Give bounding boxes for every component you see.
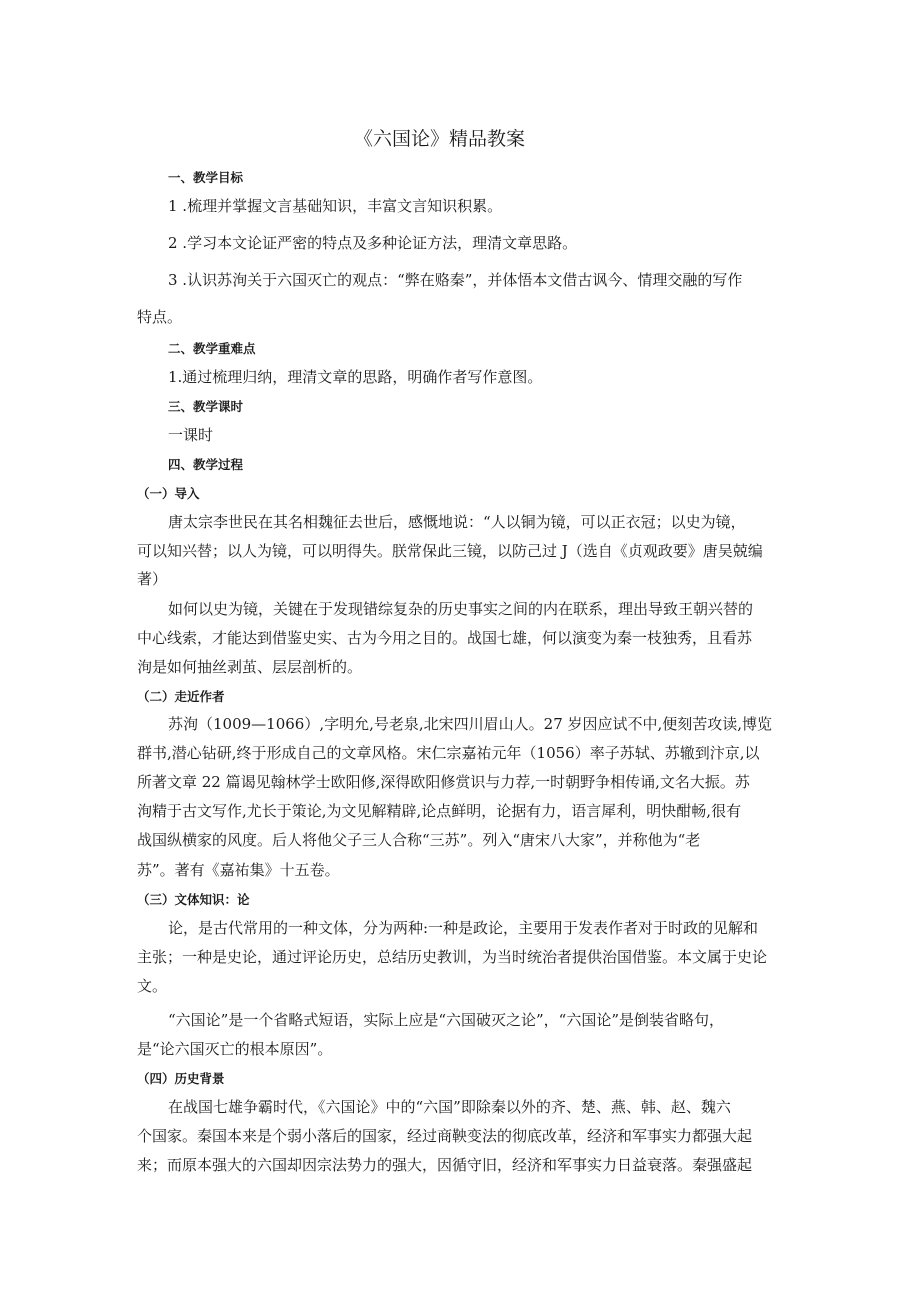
page-title: 《六国论》精品教案 — [354, 128, 526, 150]
subsection-heading-genre: （三）文体知识：论 — [137, 892, 250, 907]
intro-para1-line2: 可以知兴替；以人为镜，可以明得失。朕常保此三镜，以防己过 J（选自《贞观政要》唐吴兢编 — [137, 542, 763, 560]
subsection-heading-author: （二）走近作者 — [137, 689, 225, 704]
objective-item-2: 2 .学习本文论证严密的特点及多种论证方法，理清文章思路。 — [168, 234, 578, 252]
author-line-1: 苏洵（1009—1066）,字明允,号老泉,北宋四川眉山人。27 岁因应试不中,便刻苦攻读,博览 — [168, 715, 773, 733]
objective-item-3: 3 .认识苏洵关于六国灭亡的观点：“弊在赂秦”，并体悟本文借古讽今、情理交融的写作 — [168, 271, 743, 289]
objective-item-1: 1 .梳理并掌握文言基础知识，丰富文言知识积累。 — [168, 197, 503, 215]
objective-item-3-cont: 特点。 — [137, 308, 183, 326]
subsection-heading-background: （四）历史背景 — [137, 1071, 225, 1086]
author-line-2: 群书,潜心钻研,终于形成自己的文章风格。宋仁宗嘉祐元年（1056）率子苏轼、苏辙到汴京,以 — [137, 744, 760, 762]
subsection-heading-intro: （一）导入 — [137, 486, 200, 501]
section-heading-class-hours: 三、教学课时 — [168, 399, 244, 414]
class-hours-text: 一课时 — [168, 426, 214, 444]
section-heading-process: 四、教学过程 — [168, 457, 244, 472]
section-heading-key-points: 二、教学重难点 — [168, 341, 256, 356]
genre-para2-line1: “六国论”是一个省略式短语，实际上应是“六国破灭之论”，“六国论”是倒装省略句， — [168, 1011, 725, 1029]
author-line-4: 洵精于古文写作,尤长于策论,为文见解精辟,论点鲜明，论据有力，语言犀利，明快酣畅,很有 — [137, 802, 742, 820]
intro-para1-line1: 唐太宗李世民在其名相魏征去世后，感慨地说：“人以铜为镜，可以正衣冠；以史为镜， — [168, 513, 746, 531]
background-line-2: 个国家。秦国本来是个弱小落后的国家，经过商鞅变法的彻底改革，经济和军事实力都强大起 — [137, 1127, 753, 1145]
intro-para2-line2: 中心线索，才能达到借鉴史实、古为今用之目的。战国七雄，何以演变为秦一枝独秀，且看苏 — [137, 629, 753, 647]
genre-para1-line3: 文。 — [137, 977, 168, 995]
author-line-5: 战国纵横家的风度。后人将他父子三人合称“三苏”。列入“唐宋八大家”，并称他为“老 — [137, 831, 701, 849]
intro-para2-line1: 如何以史为镜，关键在于发现错综复杂的历史事实之间的内在联系，理出导致王朝兴替的 — [168, 600, 754, 618]
genre-para1-line2: 主张；一种是史论，通过评论历史，总结历史教训，为当时统治者提供治国借鉴。本文属于史论 — [137, 948, 768, 966]
background-line-1: 在战国七雄争霸时代，《六国论》中的“六国”即除秦以外的齐、楚、燕、韩、赵、魏六 — [168, 1098, 731, 1116]
section-heading-objectives: 一、教学目标 — [168, 170, 244, 185]
genre-para2-line2: 是“论六国灭亡的根本原因”。 — [137, 1040, 333, 1058]
key-point-item-1: 1.通过梳理归纳，理清文章的思路，明确作者写作意图。 — [168, 368, 543, 386]
background-line-3: 来；而原本强大的六国却因宗法势力的强大，因循守旧，经济和军事实力日益衰落。秦强盛起 — [137, 1156, 753, 1174]
intro-para2-line3: 洵是如何抽丝剥茧、层层剖析的。 — [137, 658, 363, 676]
genre-para1-line1: 论，是古代常用的一种文体，分为两种:一种是政论，主要用于发表作者对于时政的见解和 — [168, 919, 759, 937]
author-line-6: 苏”。著有《嘉祐集》十五卷。 — [137, 861, 340, 879]
author-line-3: 所著文章 22 篇谒见翰林学士欧阳修,深得欧阳修赏识与力荐,一时朝野争相传诵,文名大振。苏 — [137, 773, 750, 791]
intro-para1-line3: 著） — [137, 570, 168, 588]
